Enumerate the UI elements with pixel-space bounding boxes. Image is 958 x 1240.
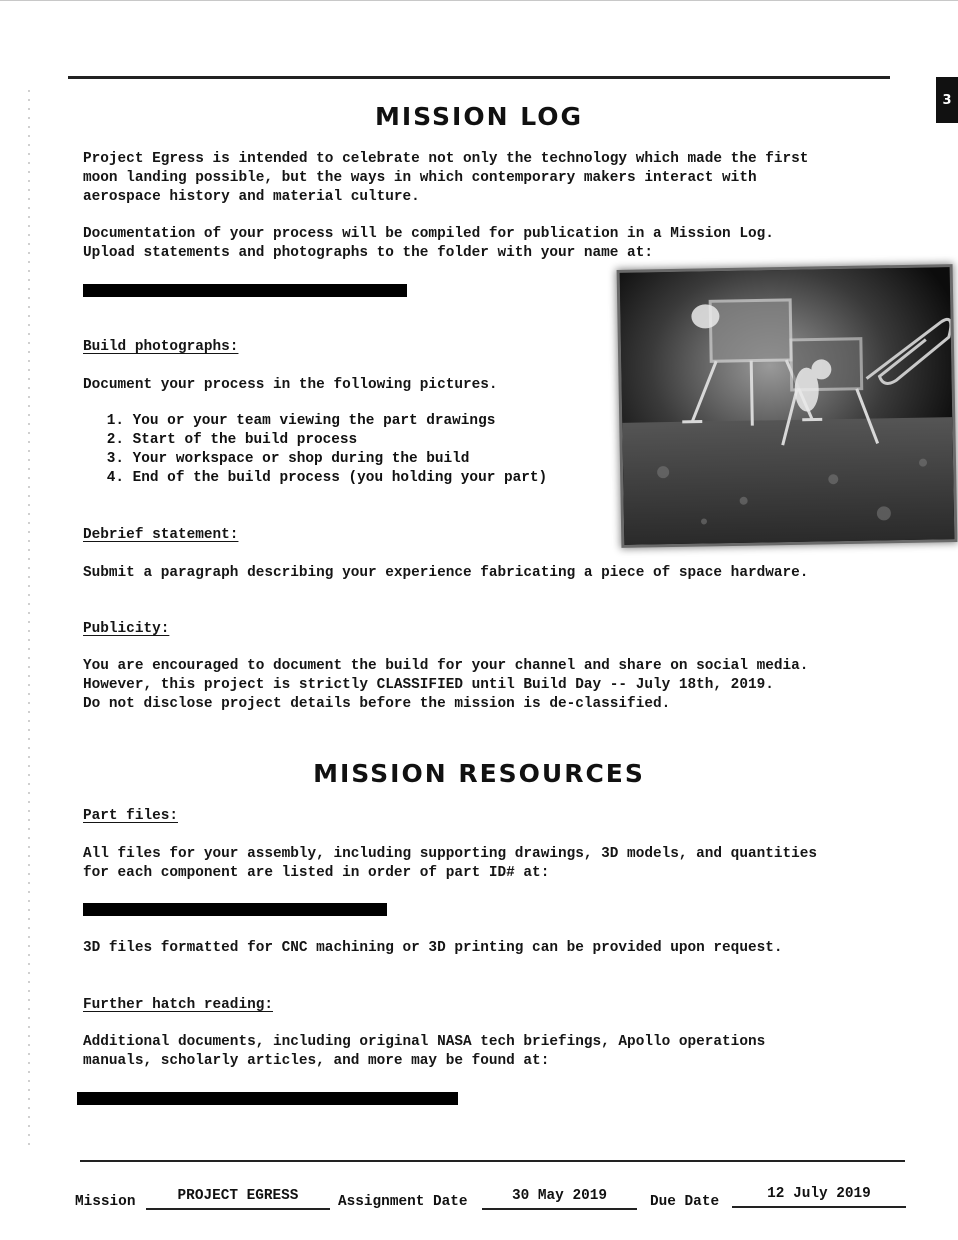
footer-rule [80,1160,905,1162]
build-photos-list [83,412,547,488]
due-date-label: Due Date [650,1194,720,1210]
due-date-field[interactable]: 12 July 2019 [732,1186,906,1208]
scan-edge [28,90,30,1150]
part-files-note: 3D files formatted for CNC machining or 3D printing can be provided upon request. [83,940,783,956]
publicity-heading: Publicity: [83,621,170,637]
assignment-date-field[interactable]: 30 May 2019 [482,1188,637,1210]
part-files-text: All files for your assembly, including supporting drawings, 3D models, and quantities for each component are listed in order of part ID# at: [83,846,818,881]
lunar-module-photo-graphic [620,267,955,545]
documentation-paragraph: Documentation of your process will be compiled for publication in a Mission Log. Upload statements and photographs to the folder with your name at: [83,226,774,261]
redacted-reading-link[interactable] [77,1092,458,1105]
part-files-heading: Part files: [83,808,178,824]
top-border [0,0,958,1]
mission-field[interactable]: PROJECT EGRESS [146,1188,330,1210]
list-item: 4. End of the build process (you holding your part) [106,470,548,486]
build-photos-heading: Build photographs: [83,339,239,355]
build-photos-text: Document your process in the following pictures. [83,377,498,393]
lunar-module-photo [620,267,955,545]
debrief-text: Submit a paragraph describing your experience fabricating a piece of space hardware. [83,565,809,581]
intro-paragraph: Project Egress is intended to celebrate not only the technology which made the first moon landing possible, but the ways in which contemporary makers interact with aerospace history and material culture. [83,151,809,205]
header-rule [68,76,890,79]
mission-resources-title: MISSION RESOURCES [313,759,645,788]
debrief-heading: Debrief statement: [83,527,239,543]
list-item: 3. Your workspace or shop during the build [106,451,470,467]
publicity-text: You are encouraged to document the build for your channel and share on social media. However, this project is strictly CLASSIFIED until Build Day -- July 18th, 2019. Do not disclose project details before the mission is de-classified. [83,658,809,712]
redacted-part-files-link[interactable] [83,903,387,916]
assignment-date-label: Assignment Date [338,1194,468,1210]
list-item: 2. Start of the build process [106,432,358,448]
footer [0,1180,958,1220]
list-item: 1. You or your team viewing the part drawings [106,413,496,429]
page-tab-number: 3 [942,92,952,108]
mission-label: Mission [75,1194,136,1210]
further-reading-heading: Further hatch reading: [83,997,273,1013]
further-reading-text: Additional documents, including original NASA tech briefings, Apollo operations manuals, scholarly articles, and more may be found at: [83,1034,766,1069]
mission-log-title: MISSION LOG [374,102,584,131]
redacted-folder-link[interactable] [83,284,407,297]
